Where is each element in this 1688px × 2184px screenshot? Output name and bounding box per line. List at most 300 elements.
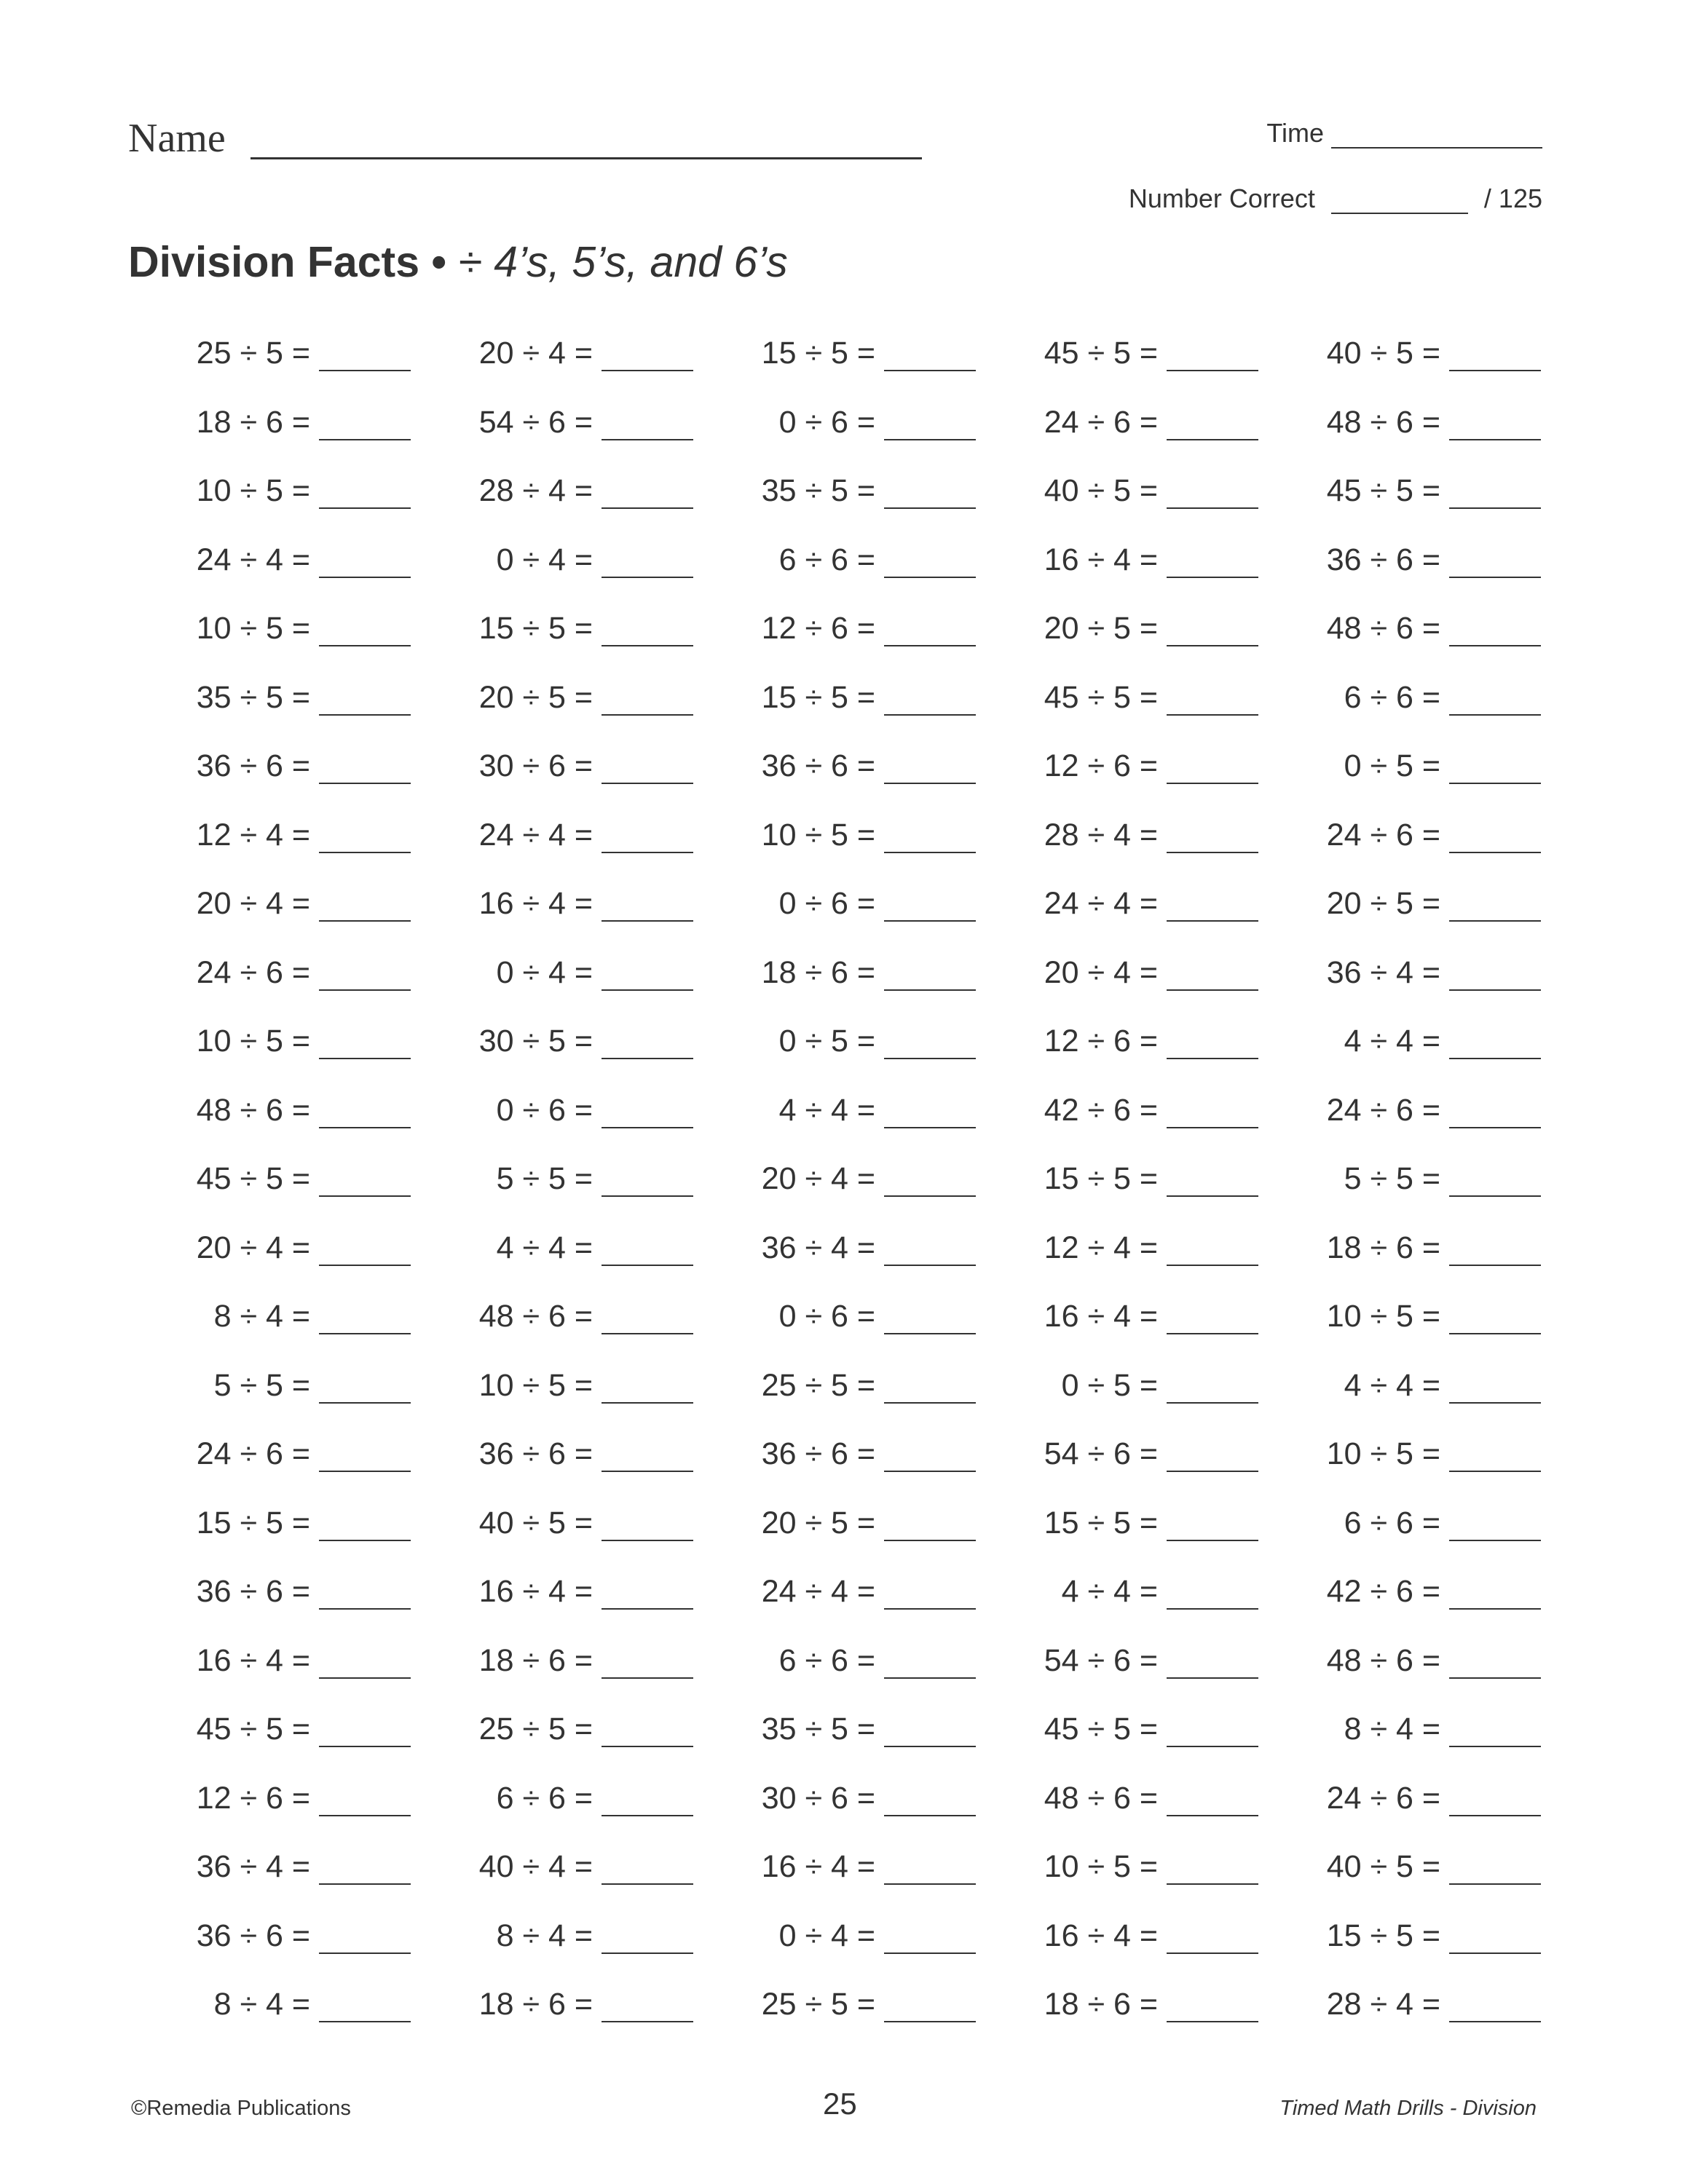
answer-blank[interactable] <box>602 756 693 784</box>
problem-expression: 15 ÷ 5 = <box>1044 1161 1158 1196</box>
answer-blank[interactable] <box>602 1376 693 1404</box>
division-problem <box>976 1979 1258 2022</box>
answer-blank[interactable] <box>1167 1169 1258 1197</box>
answer-blank[interactable] <box>319 1720 411 1747</box>
division-problem <box>976 878 1258 922</box>
answer-blank[interactable] <box>1167 1582 1258 1610</box>
problem-expression: 16 ÷ 4 = <box>1044 1918 1158 1953</box>
answer-blank[interactable] <box>602 1926 693 1954</box>
division-problem <box>976 947 1258 991</box>
division-problem <box>976 1773 1258 1816</box>
division-problem <box>128 328 411 371</box>
answer-blank[interactable] <box>1167 894 1258 922</box>
division-problem <box>693 810 976 853</box>
problem-expression: 18 ÷ 6 = <box>1044 1987 1158 2022</box>
problem-expression: 10 ÷ 5 = <box>196 611 310 646</box>
problem-expression: 20 ÷ 5 = <box>761 1505 875 1540</box>
answer-blank[interactable] <box>884 688 976 716</box>
answer-blank[interactable] <box>1449 344 1541 371</box>
problem-expression: 30 ÷ 5 = <box>478 1024 593 1059</box>
answer-blank[interactable] <box>884 1238 976 1266</box>
division-problem <box>693 1291 976 1334</box>
problem-expression: 15 ÷ 5 = <box>761 336 875 371</box>
answer-blank[interactable] <box>884 1307 976 1334</box>
answer-blank[interactable] <box>602 413 693 440</box>
problem-expression: 4 ÷ 4 = <box>1061 1574 1158 1609</box>
name-label: Name <box>128 116 226 161</box>
answer-blank[interactable] <box>319 1376 411 1404</box>
problem-expression: 40 ÷ 5 = <box>1326 336 1440 371</box>
answer-blank[interactable] <box>319 550 411 578</box>
problem-expression: 36 ÷ 6 = <box>1326 542 1440 577</box>
answer-blank[interactable] <box>319 1582 411 1610</box>
answer-blank[interactable] <box>884 1032 976 1059</box>
division-problem <box>693 1360 976 1404</box>
problem-expression: 48 ÷ 6 = <box>1326 404 1440 440</box>
answer-blank[interactable] <box>1167 550 1258 578</box>
division-problem <box>976 465 1258 509</box>
answer-blank[interactable] <box>884 1995 976 2022</box>
answer-blank[interactable] <box>884 1857 976 1885</box>
answer-blank[interactable] <box>319 963 411 991</box>
problem-expression: 42 ÷ 6 = <box>1044 1092 1158 1128</box>
problem-expression: 24 ÷ 6 = <box>1326 817 1440 852</box>
division-problem <box>128 1016 411 1059</box>
problem-expression: 48 ÷ 6 = <box>1326 611 1440 646</box>
problem-expression: 12 ÷ 4 = <box>196 817 310 852</box>
problem-expression: 0 ÷ 4 = <box>778 1918 875 1953</box>
problem-expression: 20 ÷ 5 = <box>1326 886 1440 921</box>
answer-blank[interactable] <box>884 1101 976 1128</box>
problem-expression: 4 ÷ 4 = <box>1344 1024 1440 1059</box>
answer-blank[interactable] <box>1449 688 1541 716</box>
answer-blank[interactable] <box>884 1514 976 1541</box>
number-correct-group <box>1129 183 1542 214</box>
answer-blank[interactable] <box>1167 1514 1258 1541</box>
answer-blank[interactable] <box>602 826 693 853</box>
division-problem <box>128 1360 411 1404</box>
answer-blank[interactable] <box>884 1926 976 1954</box>
division-problem <box>411 947 693 991</box>
answer-blank[interactable] <box>884 1169 976 1197</box>
answer-blank[interactable] <box>1449 619 1541 646</box>
answer-blank[interactable] <box>1449 1720 1541 1747</box>
answer-blank[interactable] <box>1449 1238 1541 1266</box>
answer-blank[interactable] <box>602 1444 693 1472</box>
problem-expression: 0 ÷ 5 = <box>778 1024 875 1059</box>
answer-blank[interactable] <box>602 1032 693 1059</box>
answer-blank[interactable] <box>602 550 693 578</box>
problem-grid <box>128 328 1541 2048</box>
division-problem <box>411 672 693 716</box>
answer-blank[interactable] <box>1167 344 1258 371</box>
division-problem <box>128 878 411 922</box>
answer-blank[interactable] <box>1449 1857 1541 1885</box>
division-problem <box>693 1153 976 1197</box>
answer-blank[interactable] <box>319 1926 411 1954</box>
answer-blank[interactable] <box>319 1238 411 1266</box>
problem-expression: 4 ÷ 4 = <box>496 1230 593 1265</box>
answer-blank[interactable] <box>602 1582 693 1610</box>
answer-blank[interactable] <box>1449 1307 1541 1334</box>
problem-expression: 54 ÷ 6 = <box>478 404 593 440</box>
answer-blank[interactable] <box>319 756 411 784</box>
division-problem <box>976 1635 1258 1679</box>
answer-blank[interactable] <box>884 550 976 578</box>
division-problem <box>1258 878 1541 922</box>
title-bullet: • <box>419 238 459 286</box>
answer-blank[interactable] <box>1449 1514 1541 1541</box>
division-problem <box>128 1704 411 1747</box>
answer-blank[interactable] <box>319 1995 411 2022</box>
division-problem <box>976 603 1258 646</box>
problem-expression: 45 ÷ 5 = <box>196 1161 310 1196</box>
division-problem <box>976 328 1258 371</box>
problem-expression: 25 ÷ 5 = <box>761 1367 875 1403</box>
answer-blank[interactable] <box>1167 826 1258 853</box>
problem-expression: 18 ÷ 6 = <box>1326 1230 1440 1265</box>
answer-blank[interactable] <box>1167 1032 1258 1059</box>
answer-blank[interactable] <box>884 826 976 853</box>
division-problem <box>693 603 976 646</box>
division-problem <box>693 1773 976 1816</box>
problem-expression: 54 ÷ 6 = <box>1044 1642 1158 1678</box>
problem-expression: 36 ÷ 6 = <box>761 1436 875 1471</box>
problem-expression: 0 ÷ 6 = <box>778 886 875 921</box>
problem-expression: 10 ÷ 5 = <box>196 473 310 508</box>
worksheet-title <box>128 237 788 287</box>
problem-expression: 48 ÷ 6 = <box>1044 1780 1158 1816</box>
problem-expression: 20 ÷ 4 = <box>196 886 310 921</box>
problem-expression: 10 ÷ 5 = <box>196 1024 310 1059</box>
answer-blank[interactable] <box>319 826 411 853</box>
division-problem <box>128 1153 411 1197</box>
division-problem <box>976 1016 1258 1059</box>
problem-expression: 15 ÷ 5 = <box>478 611 593 646</box>
problem-expression: 6 ÷ 6 = <box>778 1642 875 1678</box>
problem-expression: 12 ÷ 6 = <box>1044 1024 1158 1059</box>
answer-blank[interactable] <box>319 1032 411 1059</box>
answer-blank[interactable] <box>1167 756 1258 784</box>
answer-blank[interactable] <box>884 1582 976 1610</box>
time-answer-line[interactable] <box>1331 125 1542 149</box>
problem-expression: 20 ÷ 4 = <box>196 1230 310 1265</box>
number-correct-answer-line[interactable] <box>1331 191 1468 214</box>
division-problem <box>693 465 976 509</box>
answer-blank[interactable] <box>319 619 411 646</box>
problem-expression: 0 ÷ 5 = <box>1344 748 1440 783</box>
division-problem <box>693 1910 976 1954</box>
division-problem <box>693 1566 976 1610</box>
problem-expression: 16 ÷ 4 = <box>478 886 593 921</box>
problem-expression: 40 ÷ 5 = <box>1326 1849 1440 1884</box>
answer-blank[interactable] <box>602 1238 693 1266</box>
division-problem <box>128 1497 411 1541</box>
problem-expression: 30 ÷ 6 = <box>761 1780 875 1816</box>
answer-blank[interactable] <box>319 1789 411 1816</box>
answer-blank[interactable] <box>1449 1926 1541 1954</box>
problem-expression: 10 ÷ 5 = <box>1044 1849 1158 1884</box>
answer-blank[interactable] <box>1449 413 1541 440</box>
problem-expression: 24 ÷ 4 = <box>1044 886 1158 921</box>
problem-expression: 40 ÷ 5 = <box>478 1505 593 1540</box>
answer-blank[interactable] <box>319 413 411 440</box>
answer-blank[interactable] <box>884 894 976 922</box>
answer-blank[interactable] <box>1167 481 1258 509</box>
division-problem <box>411 1773 693 1816</box>
division-problem <box>1258 328 1541 371</box>
division-problem <box>128 1291 411 1334</box>
problem-expression: 40 ÷ 4 = <box>478 1849 593 1884</box>
division-problem <box>976 397 1258 440</box>
answer-blank[interactable] <box>1449 1169 1541 1197</box>
answer-blank[interactable] <box>1167 1720 1258 1747</box>
problem-expression: 16 ÷ 4 = <box>761 1849 875 1884</box>
name-answer-line[interactable] <box>251 157 922 159</box>
answer-blank[interactable] <box>1449 1032 1541 1059</box>
answer-blank[interactable] <box>1449 963 1541 991</box>
problem-expression: 12 ÷ 4 = <box>1044 1230 1158 1265</box>
problem-expression: 15 ÷ 5 = <box>1326 1918 1440 1953</box>
answer-blank[interactable] <box>884 481 976 509</box>
division-problem <box>693 1222 976 1266</box>
answer-blank[interactable] <box>1167 1789 1258 1816</box>
problem-expression: 24 ÷ 6 = <box>1044 404 1158 440</box>
answer-blank[interactable] <box>1167 1376 1258 1404</box>
answer-blank[interactable] <box>1167 413 1258 440</box>
answer-blank[interactable] <box>1167 1651 1258 1679</box>
answer-blank[interactable] <box>602 894 693 922</box>
answer-blank[interactable] <box>1449 756 1541 784</box>
division-problem <box>411 1291 693 1334</box>
problem-expression: 18 ÷ 6 = <box>196 404 310 440</box>
answer-blank[interactable] <box>1449 1376 1541 1404</box>
answer-blank[interactable] <box>884 963 976 991</box>
answer-blank[interactable] <box>602 1101 693 1128</box>
answer-blank[interactable] <box>602 1720 693 1747</box>
division-problem <box>411 1841 693 1885</box>
problem-expression: 48 ÷ 6 = <box>478 1299 593 1334</box>
problem-expression: 20 ÷ 5 = <box>1044 611 1158 646</box>
division-problem <box>1258 1016 1541 1059</box>
problem-expression: 5 ÷ 5 = <box>1344 1161 1440 1196</box>
answer-blank[interactable] <box>1449 1582 1541 1610</box>
division-problem <box>128 465 411 509</box>
division-problem <box>128 534 411 578</box>
problem-expression: 20 ÷ 4 = <box>761 1161 875 1196</box>
problem-expression: 45 ÷ 5 = <box>196 1712 310 1746</box>
problem-expression: 28 ÷ 4 = <box>1044 817 1158 852</box>
division-problem <box>693 534 976 578</box>
number-correct-total: / 125 <box>1483 183 1542 213</box>
answer-blank[interactable] <box>1449 550 1541 578</box>
problem-expression: 15 ÷ 5 = <box>761 679 875 715</box>
problem-expression: 16 ÷ 4 = <box>1044 1299 1158 1334</box>
answer-blank[interactable] <box>1167 1101 1258 1128</box>
answer-blank[interactable] <box>884 1720 976 1747</box>
division-problem <box>411 1497 693 1541</box>
answer-blank[interactable] <box>884 756 976 784</box>
answer-blank[interactable] <box>602 1995 693 2022</box>
answer-blank[interactable] <box>319 1444 411 1472</box>
division-problem <box>128 1566 411 1610</box>
division-problem <box>693 328 976 371</box>
answer-blank[interactable] <box>1167 1444 1258 1472</box>
answer-blank[interactable] <box>1167 1926 1258 1954</box>
problem-expression: 42 ÷ 6 = <box>1326 1574 1440 1609</box>
division-problem <box>411 603 693 646</box>
answer-blank[interactable] <box>319 481 411 509</box>
division-problem <box>976 1153 1258 1197</box>
division-problem <box>411 1979 693 2022</box>
problem-expression: 40 ÷ 5 = <box>1044 473 1158 508</box>
division-problem <box>976 1566 1258 1610</box>
division-problem <box>128 1841 411 1885</box>
answer-blank[interactable] <box>319 688 411 716</box>
answer-blank[interactable] <box>602 481 693 509</box>
problem-expression: 24 ÷ 6 = <box>196 954 310 990</box>
problem-expression: 5 ÷ 5 = <box>213 1367 310 1403</box>
division-problem <box>1258 1360 1541 1404</box>
answer-blank[interactable] <box>1449 1444 1541 1472</box>
answer-blank[interactable] <box>1167 1238 1258 1266</box>
answer-blank[interactable] <box>1449 1995 1541 2022</box>
problem-expression: 8 ÷ 4 = <box>213 1987 310 2022</box>
problem-expression: 6 ÷ 6 = <box>778 542 875 577</box>
answer-blank[interactable] <box>602 619 693 646</box>
problem-expression: 6 ÷ 6 = <box>496 1780 593 1816</box>
answer-blank[interactable] <box>602 344 693 371</box>
division-problem <box>976 1497 1258 1541</box>
answer-blank[interactable] <box>319 344 411 371</box>
answer-blank[interactable] <box>319 1307 411 1334</box>
answer-blank[interactable] <box>884 619 976 646</box>
division-problem <box>1258 534 1541 578</box>
division-problem <box>693 1428 976 1472</box>
problem-expression: 8 ÷ 4 = <box>1344 1712 1440 1746</box>
answer-blank[interactable] <box>884 1444 976 1472</box>
division-problem <box>128 1222 411 1266</box>
problem-expression: 25 ÷ 5 = <box>478 1712 593 1746</box>
problem-expression: 0 ÷ 6 = <box>496 1092 593 1128</box>
answer-blank[interactable] <box>1167 1307 1258 1334</box>
problem-expression: 36 ÷ 6 = <box>196 1918 310 1953</box>
division-problem <box>693 1635 976 1679</box>
problem-expression: 45 ÷ 5 = <box>1044 679 1158 715</box>
division-problem <box>411 328 693 371</box>
problem-expression: 45 ÷ 5 = <box>1044 336 1158 371</box>
answer-blank[interactable] <box>884 1789 976 1816</box>
answer-blank[interactable] <box>602 1857 693 1885</box>
answer-blank[interactable] <box>884 1376 976 1404</box>
answer-blank[interactable] <box>1167 1857 1258 1885</box>
division-problem <box>1258 1635 1541 1679</box>
answer-blank[interactable] <box>1449 894 1541 922</box>
problem-expression: 0 ÷ 4 = <box>496 542 593 577</box>
division-problem <box>1258 1773 1541 1816</box>
answer-blank[interactable] <box>1167 619 1258 646</box>
number-correct-label: Number Correct <box>1128 183 1315 213</box>
answer-blank[interactable] <box>1167 963 1258 991</box>
answer-blank[interactable] <box>884 1651 976 1679</box>
answer-blank[interactable] <box>1449 826 1541 853</box>
answer-blank[interactable] <box>1449 1651 1541 1679</box>
problem-expression: 45 ÷ 5 = <box>1326 473 1440 508</box>
footer-page-number: 25 <box>823 2086 857 2121</box>
division-problem <box>411 1222 693 1266</box>
problem-expression: 8 ÷ 4 = <box>496 1918 593 1953</box>
problem-expression: 35 ÷ 5 = <box>761 1712 875 1746</box>
answer-blank[interactable] <box>1167 688 1258 716</box>
problem-expression: 10 ÷ 5 = <box>761 817 875 852</box>
division-problem <box>693 740 976 784</box>
division-problem <box>1258 1979 1541 2022</box>
answer-blank[interactable] <box>319 1651 411 1679</box>
problem-expression: 10 ÷ 5 = <box>1326 1436 1440 1471</box>
division-problem <box>411 1016 693 1059</box>
answer-blank[interactable] <box>1449 1789 1541 1816</box>
answer-blank[interactable] <box>602 688 693 716</box>
problem-expression: 36 ÷ 6 = <box>196 1574 310 1609</box>
footer-copyright: ©Remedia Publications <box>131 2097 351 2120</box>
answer-blank[interactable] <box>602 1514 693 1541</box>
answer-blank[interactable] <box>319 1169 411 1197</box>
answer-blank[interactable] <box>1449 481 1541 509</box>
problem-expression: 18 ÷ 6 = <box>761 954 875 990</box>
answer-blank[interactable] <box>319 1514 411 1541</box>
problem-expression: 6 ÷ 6 = <box>1344 1505 1440 1540</box>
answer-blank[interactable] <box>602 1651 693 1679</box>
answer-blank[interactable] <box>602 1307 693 1334</box>
answer-blank[interactable] <box>602 1789 693 1816</box>
division-problem <box>1258 1497 1541 1541</box>
answer-blank[interactable] <box>884 413 976 440</box>
division-problem <box>1258 672 1541 716</box>
answer-blank[interactable] <box>602 963 693 991</box>
answer-blank[interactable] <box>602 1169 693 1197</box>
division-problem <box>411 397 693 440</box>
problem-expression: 0 ÷ 5 = <box>1061 1367 1158 1403</box>
answer-blank[interactable] <box>319 1857 411 1885</box>
problem-expression: 45 ÷ 5 = <box>1044 1712 1158 1746</box>
division-problem <box>1258 397 1541 440</box>
problem-expression: 18 ÷ 6 = <box>478 1987 593 2022</box>
answer-blank[interactable] <box>319 1101 411 1128</box>
title-main: Division Facts <box>128 238 420 286</box>
answer-blank[interactable] <box>319 894 411 922</box>
answer-blank[interactable] <box>1449 1101 1541 1128</box>
problem-expression: 24 ÷ 4 = <box>478 817 593 852</box>
answer-blank[interactable] <box>1167 1995 1258 2022</box>
problem-expression: 16 ÷ 4 = <box>478 1574 593 1609</box>
problem-expression: 4 ÷ 4 = <box>778 1092 875 1128</box>
problem-expression: 12 ÷ 6 = <box>1044 748 1158 783</box>
problem-expression: 36 ÷ 4 = <box>196 1849 310 1884</box>
problem-expression: 12 ÷ 6 = <box>761 611 875 646</box>
division-problem <box>976 672 1258 716</box>
division-problem <box>693 672 976 716</box>
problem-expression: 24 ÷ 6 = <box>196 1436 310 1471</box>
division-problem <box>411 1428 693 1472</box>
problem-expression: 28 ÷ 4 = <box>478 473 593 508</box>
problem-expression: 36 ÷ 6 = <box>761 748 875 783</box>
problem-expression: 24 ÷ 6 = <box>1326 1780 1440 1816</box>
division-problem <box>128 810 411 853</box>
division-problem <box>976 810 1258 853</box>
answer-blank[interactable] <box>884 344 976 371</box>
division-problem <box>411 1360 693 1404</box>
division-problem <box>976 1704 1258 1747</box>
